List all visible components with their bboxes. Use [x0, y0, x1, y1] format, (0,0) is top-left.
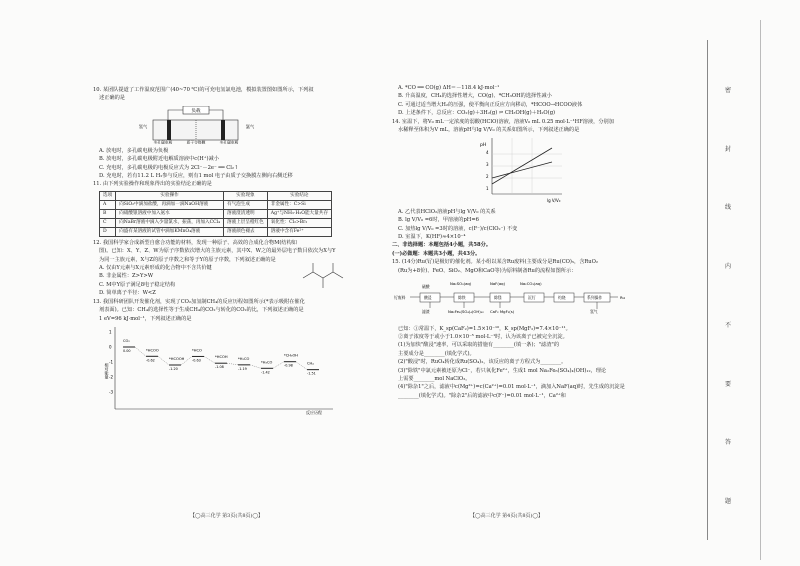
left-electrode-label: 多孔碳电极 [153, 139, 173, 144]
table-row [100, 218, 332, 227]
q14-option-c: C. 加热lg V/V₀ =3时的溶液，c(F⁻)/c(ClO₂⁻) 不变 [398, 225, 518, 232]
ph-tick: 4 [486, 150, 489, 156]
energy-tick: -2 [109, 374, 113, 380]
energy-value-label: -1.19 [238, 366, 247, 371]
table-row [100, 209, 332, 218]
q15-line: (1)为加快"酸浸"速率，可以采取的措施有________(填一条)；"滤渣"的 [398, 342, 560, 349]
energy-axis-label: 相对能量 [104, 362, 110, 379]
energy-connector [250, 365, 261, 368]
q15-line: (3)"除铁"中氯元素被还原为Cl⁻，若只氧化Fe²⁺，生成1 mol Na₂Fe₆(SO₄)₄(OH)₁₂，理论 [398, 367, 607, 374]
table-header: 实验结论 [267, 191, 331, 200]
q12-option-a: A. 仅由Y元素与X元素形成的化合物中不含共价键 [99, 265, 212, 272]
seal-char: 内 [724, 263, 731, 271]
q14-option-d: D. 室温下，K(HF)≈4×10⁻⁴ [398, 234, 466, 241]
margin-divider [707, 40, 708, 540]
table-header: 选项 [100, 191, 116, 200]
ph-tick: 3 [486, 162, 489, 168]
species-label: *H₃CO [261, 360, 273, 365]
q11-stem: 11. 由下列实验操作和现象得出的实验结论正确的是 [93, 181, 212, 188]
table-cell: A [100, 200, 116, 209]
q12-stem-2: 图)。已知：X、Y、Z、W为原子序数依次增大的主族元素，其中X、W之的最外层电子数目依次为X与Y [99, 248, 336, 255]
table-cell: 向SiO₂中滴加盐酸，再滴加一滴NaOH溶液 [116, 200, 224, 209]
table-cell: 非金属性：C>Si [267, 200, 331, 209]
seal-line-notice [724, 60, 732, 530]
energy-tick: -3 [109, 389, 113, 395]
energy-value-label: -1.20 [169, 366, 178, 371]
table-header: 实验现象 [223, 191, 267, 200]
left-footer: 【◯高三化学 第3页(共8页)◯】 [190, 513, 264, 519]
progress-axis-label: 反应历程 [306, 409, 322, 415]
h2-label: 氢气 [138, 123, 148, 129]
flow-iron-product: Na₂Fe₆(SO₄)₄(OH)₁₂ [448, 309, 484, 315]
flow-product: Ru [620, 295, 625, 301]
energy-value-label: -0.63 [192, 358, 201, 363]
flow-gas: 氢气 [590, 309, 598, 315]
q14-stem-2: 水稀释至体积为V mL，溶液pH与lg V/V₀ 的关系如图所示，下列叙述正确的是 [398, 127, 580, 134]
species-label: *H₂CO [238, 356, 250, 361]
table-cell: 向硝酸银溶液中加入氨水 [116, 209, 224, 218]
q12-option-c: C. M中Y原子满足8电子稳定结构 [99, 281, 176, 288]
species-label: *HCOO [146, 348, 159, 353]
flow-acid: 硫酸 [422, 284, 430, 290]
q15-line: 上需要________mol NaClO₃。 [398, 375, 471, 382]
q11-table [99, 191, 332, 237]
cl2-label: 氯气 [245, 123, 255, 129]
table-row [100, 227, 332, 236]
energy-value-label: -0.62 [146, 358, 155, 363]
energy-value-label: -1.51 [307, 371, 316, 376]
table-cell: Ag⁺与NH₃·H₂O能大量共存 [267, 209, 331, 218]
table-cell: D [100, 227, 116, 236]
ru-process-flowchart [392, 275, 642, 321]
seal-char: 不 [724, 321, 731, 329]
flow-residue: 滤渣 [422, 309, 430, 315]
species-label: *CH₃OH [284, 353, 298, 358]
energy-tick: -1 [109, 359, 113, 365]
right-electrode-label: 多孔碳电极 [219, 139, 239, 144]
energy-connector [204, 356, 215, 363]
energy-connector [227, 363, 238, 365]
q12-stem: 12. 我国科学家合成新型自愈合功能的材料，发现一种原子、高效的合成化合物M(结构如 [93, 239, 297, 246]
section-2-title: 二、非选择题：本题包括4小题，共58分。 [392, 242, 492, 249]
q10-option-d: D. 充电时，若有11.2 L H₂参与反应，则有1 mol 电子由质子交换膜左侧向右侧迁移 [99, 173, 293, 180]
q13-option-c: C. 可通过适当增大H₂的压强，使平衡向正反应方向移动，*HCOO→HCOO液体 [398, 101, 583, 108]
membrane-label: 质子交换膜 [186, 139, 206, 144]
load-label: 负载 [191, 108, 201, 114]
species-label: *HCOOH [169, 356, 185, 361]
right-footer: 【◯高三化学 第4页(共8页)◯】 [470, 513, 544, 519]
energy-tick: 0 [109, 344, 112, 350]
q15-line: 已知：①常温下，K_sp(CaF₂)=1.5×10⁻¹⁰，K_sp(MgF₂)=7.4×10⁻¹¹。 [398, 325, 571, 332]
table-cell: B [100, 209, 116, 218]
flow-agent-naf: NaF(aq) [490, 281, 506, 287]
table-cell: 向NaBr溶液中滴入少量氯水，振荡，再加入CCl₄ [116, 218, 224, 227]
flow-step-calcine: 灼烧 [558, 295, 566, 301]
q13-stem: 13. 我国科研团队开发催化剂，实现了CO₂加氢制CH₄的反应历程如图所示(*表示吸附在催化 [93, 298, 305, 305]
flow-step-mg: 除镁 [494, 295, 502, 301]
ph-tick: 2 [486, 174, 489, 180]
energy-tick: 1 [109, 329, 112, 335]
q13-option-b: B. 升高温度，CH₄的选择性增大，CO(g)、*CH₃OH的选择性减小 [398, 93, 552, 100]
lg-axis-label: lg V/V₀ [547, 198, 561, 204]
energy-value-label: 0.00 [123, 348, 131, 353]
energy-value-label: -0.98 [284, 363, 293, 368]
q13-stem-2: 剂表面)。已知：CH₄的选择性等于生成CH₄的CO₂与转化的CO₂的比，下列叙述正确的是 [99, 307, 304, 314]
seal-char: 要 [724, 380, 731, 388]
energy-connector [273, 362, 284, 369]
ph-dilution-graph [472, 134, 592, 204]
table-cell: 溶液颜色褪去 [223, 227, 267, 236]
q10-option-c: C. 充电时，多孔碳电极的电极反应式为 2Cl⁻－2e⁻ ══ Cl₂↑ [99, 164, 239, 171]
table-cell: 溶液上层呈橙红色 [223, 218, 267, 227]
table-cell: 溶液澄清透明 [223, 209, 267, 218]
flow-step-ru: 沉钌 [528, 295, 536, 301]
flow-start: 钌废料 [394, 295, 406, 301]
seal-char: 封 [724, 145, 731, 153]
table-row [100, 200, 332, 209]
table-cell: 氧化性：Cl₂>Br₂ [267, 218, 331, 227]
table-cell: 有气泡生成 [223, 200, 267, 209]
q15-stem-2: (Ru为+8价)、FeO、SiO₂、MgO和CaO等)为原料制备Ru的流程如图所示： [398, 267, 577, 274]
q12-stem-3: 为同一主族元素，X与Z的原子序数之和等于Y的原子序数，下列叙述正确的是 [99, 256, 276, 263]
right-column [392, 84, 650, 400]
q13-option-d: D. 上述条件下，总反应：CO₂(g)＋3H₂(g) ⇌ CH₃OH(g)＋H₂O(g) [398, 110, 556, 117]
table-cell: C [100, 218, 116, 227]
table-header: 实验操作 [116, 191, 224, 200]
flow-step-leach: 酸浸 [424, 295, 432, 301]
energy-connector [135, 347, 146, 356]
curve-yi [492, 162, 552, 178]
table-header-row [100, 191, 332, 200]
q10-stem-2: 述正确的是 [99, 95, 125, 102]
q10-option-a: A. 放电时，多孔碳电极为负极 [99, 147, 169, 154]
flow-agent-carbonate: Na₂CO₃(aq) [520, 281, 542, 287]
seal-char: 密 [724, 86, 731, 94]
energy-profile-chart [101, 323, 341, 415]
flow-step-iron: 除铁 [458, 295, 466, 301]
species-label: CH₄ [307, 361, 314, 366]
flow-reducer: Na₂SO₃(aq) [450, 281, 472, 287]
energy-value-label: -1.08 [215, 365, 224, 370]
left-column [93, 86, 365, 418]
species-label: *HCO [192, 348, 202, 353]
energy-value-label: -1.42 [261, 370, 270, 375]
ph-axis-label: pH [480, 143, 487, 149]
q14-option-a: A. 乙代表HClO₂溶液pH与lg V/V₀ 的关系 [398, 208, 496, 215]
q10-stem: 10. 某团队提道了工作温度范围广(40~70 ℃)的可充电氢氯电池，模拟装置图如图所示，下列叙 [93, 87, 314, 93]
q14-stem: 14. 室温下，将V₀ mL一定浓度的弱酸(HClO)溶液，溶液V₀ mL 0.25 mol·L⁻¹HF溶液，分别加 [392, 118, 614, 125]
q10-option-b: B. 放电时，多孔碳电极附近电解质溶液中c(H⁺)减小 [99, 156, 219, 163]
q15-line: (2)"酸浸"时，RuO₄转化成Ru(SO₄)₂，该反应的离子方程式为________。 [398, 359, 567, 366]
q15-stem: 15. (14分)Ru(钌)是极好的催化剂。某小组以某含Ru废料(主要成分是Ru(CO)₅，含RuO₂ [392, 259, 598, 266]
margin-edge [760, 20, 761, 560]
seal-char: 线 [724, 204, 731, 212]
section-2-subtitle: (一)必做题：本题共3小题，共43分。 [392, 250, 481, 257]
q13-option-a: A. *CO ══ CO(g) ΔH＝－118.4 kJ·mol⁻¹ [398, 85, 500, 91]
energy-connector [296, 362, 307, 370]
q12-option-d: D. 简单离子半径：W<Z [99, 290, 156, 297]
q15-line: ②离子浓度等于或小于1.0×10⁻⁵ mol·L⁻¹时，认为该离子已被完全沉淀。 [398, 333, 568, 340]
q15-line: (4)"除杂1"之后，滤液中c(Mg²⁺)=c(Ca²⁺)=0.01 mol·L⁻¹，滴加入NaF(aq)时，先生成的沉淀是 [398, 384, 625, 391]
battery-diagram [123, 106, 283, 144]
q15-line: ________(填化学式)。"除杂2"后的滤液中c(F⁻)=0.01 mol·L⁻¹，Ca²⁺和 [398, 392, 566, 399]
ph-tick: 1 [486, 186, 489, 192]
table-cell: 溶液中含有Fe²⁺ [267, 227, 331, 236]
q13-stem-3: 1 eV=96 kJ·mol⁻¹，下列叙述正确的是 [99, 315, 192, 322]
table-cell: 向盛有某溶液的试管中滴加KMnO₄溶液 [116, 227, 224, 236]
compound-m-structure [293, 258, 353, 292]
species-label: CO₂ [123, 338, 130, 343]
species-label: *HCOH [215, 355, 228, 360]
flow-step-series: 系列操作 [587, 295, 603, 301]
q15-line: 主要成分是________(填化学式)。 [398, 350, 475, 357]
q12-option-b: B. 非金属性：Z>Y>W [99, 273, 154, 280]
seal-char: 题 [724, 498, 731, 506]
battery-figure [123, 106, 283, 144]
q14-option-b: B. lg V/V₀ =6时，甲溶液的pH=6 [398, 217, 479, 224]
flow-mg-product: CaF₂ MgF₂(s) [490, 309, 515, 315]
energy-connector [158, 356, 169, 365]
seal-char: 答 [724, 439, 731, 447]
